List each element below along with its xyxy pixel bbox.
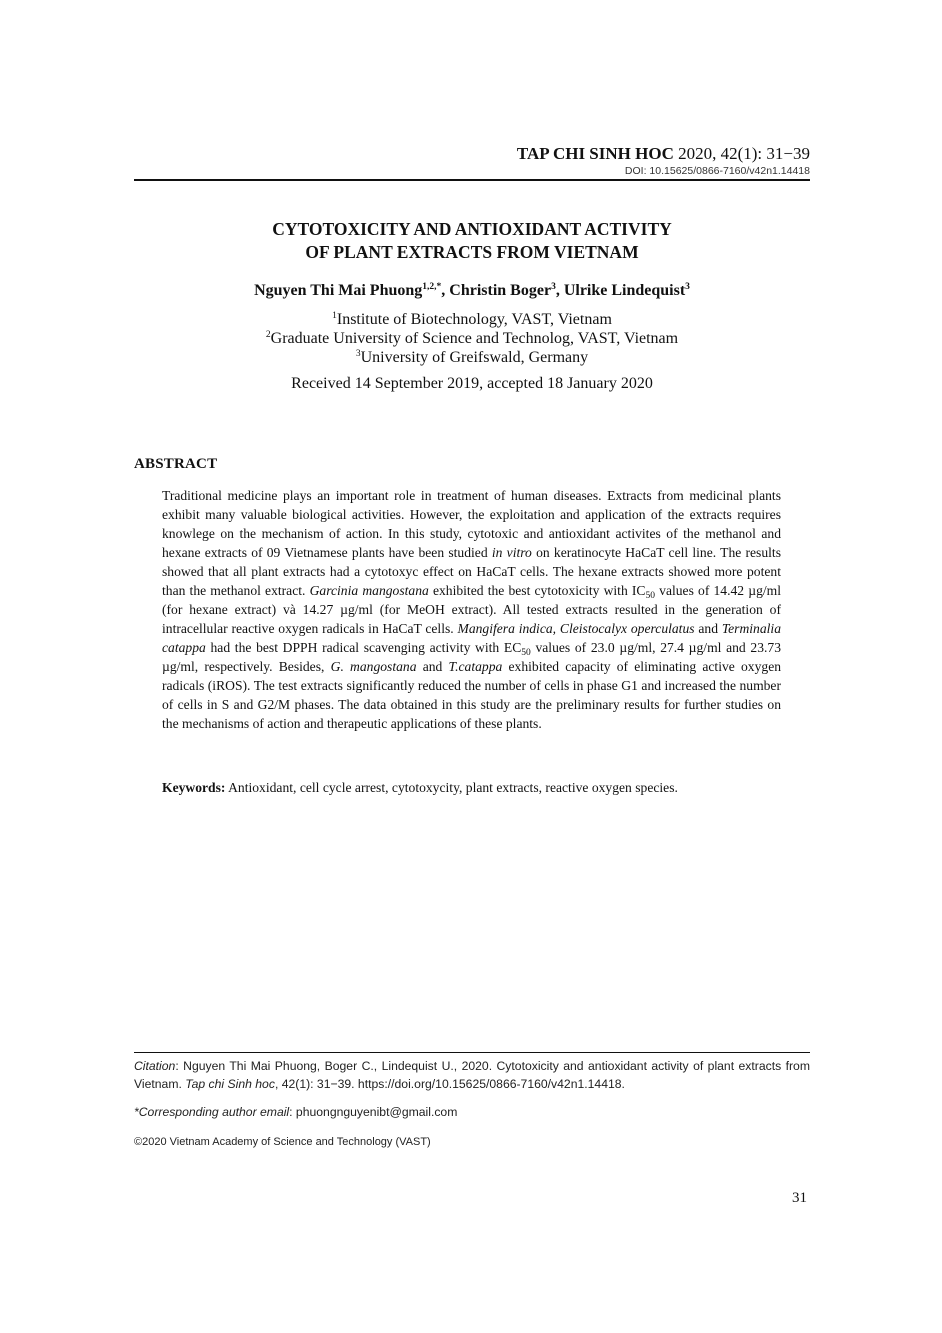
- abstract-heading: ABSTRACT: [134, 456, 218, 472]
- corresponding-email[interactable]: *Corresponding author email: phuongnguyenibt@gmail.com: [134, 1105, 458, 1119]
- abstract-body: Traditional medicine plays an important role in treatment of human diseases. Extracts from medicinal plants exhibit many valuable biological activities. However, the exploitation and application of the extracts requires knowlege on the mechanism of action. In this study, cytotoxic and antioxidant activites of the methanol and hexane extracts of 09 Vietnamese plants have been studied in vitro on keratinocyte HaCaT cell line. The results showed that all plant extracts had a cytotoxyc effect on HaCaT cells. The hexane extracts showed more potent than the methanol extract. Garcinia mangostana exhibited the best cytotoxicity with $IC_{50}$ values of 14.42 µg/ml (for hexane extract) và 14.27 µg/ml (for MeOH extract). All tested extracts resulted in the generation of intracellular reactive oxygen radicals in HaCaT cells. Mangifera indica, Cleistocalyx operculatus and Terminalia catappa had the best DPPH radical scavenging activity with $EC_{50}$ values of 23.0 µg/ml, 27.4 µg/ml and 23.73 µg/ml, respectively. Besides, G. mangostana and T.catappa exhibited capacity of eliminating active oxygen radicals (iROS). The test extracts significantly reduced the number of cells in phase G1 and increased the number of cells in S and G2/M phases. The data obtained in this study are the preliminary results for further studies on the mechanisms of action and therapeutic applications of these plants.: [162, 488, 782, 731]
- author-name: Nguyen Thi Mai Phuong: [254, 282, 423, 299]
- author-name: Christin Boger: [449, 282, 552, 299]
- keywords: [162, 780, 781, 796]
- author-affil-marker: 1,2,*: [422, 282, 442, 292]
- keywords-label: Keywords:: [162, 780, 226, 795]
- author-affil-marker: 3: [551, 282, 556, 292]
- author-name: Ulrike Lindequist: [563, 282, 686, 299]
- journal-name: TAP CHI SINH HOC: [516, 144, 674, 163]
- affiliation: $^1$Institute of Biotechnology, VAST, Vietnam: [332, 311, 612, 328]
- doi[interactable]: DOI: 10.15625/0866-7160/v42n1.14418: [624, 165, 810, 177]
- author-affil-marker: 3: [685, 282, 690, 292]
- keywords-text: Antioxidant, cell cycle arrest, cytotoxycity, plant extracts, reactive oxygen species.: [228, 780, 678, 795]
- copyright: ©2020 Vietnam Academy of Science and Technology (VAST): [134, 1136, 431, 1148]
- journal-header: [517, 144, 810, 164]
- affiliation: $^2$Graduate University of Science and Technolog, VAST, Vietnam: [265, 330, 679, 347]
- paper-title: [134, 218, 810, 264]
- title-line-1: CYTOTOXICITY AND ANTIOXIDANT ACTIVITY: [272, 219, 672, 239]
- affiliation: $^3$University of Greifswald, Germany: [355, 349, 589, 366]
- page-number: 31: [792, 1190, 807, 1206]
- citation: Citation: Nguyen Thi Mai Phuong, Boger C., Lindequist U., 2020. Cytotoxicity and antioxidant activity of plant extracts from Vietnam. Tap chi Sinh hoc, 42(1): 31−39. https://doi.org/10.15625/0866-7160/v42n1.14418.: [134, 1059, 810, 1091]
- title-line-2: OF PLANT EXTRACTS FROM VIETNAM: [305, 242, 639, 262]
- received-dates: Received 14 September 2019, accepted 18 January 2020: [291, 375, 653, 392]
- footer-divider: [134, 1052, 810, 1053]
- author-list: Nguyen Thi Mai Phuong$^{1,2,*}$, Christin Boger$^3$, Ulrike Lindequist$^3$: [254, 282, 690, 299]
- affiliations: [134, 310, 810, 367]
- header-divider: [134, 179, 810, 181]
- journal-issue: 2020, 42(1): 31−39: [678, 144, 810, 163]
